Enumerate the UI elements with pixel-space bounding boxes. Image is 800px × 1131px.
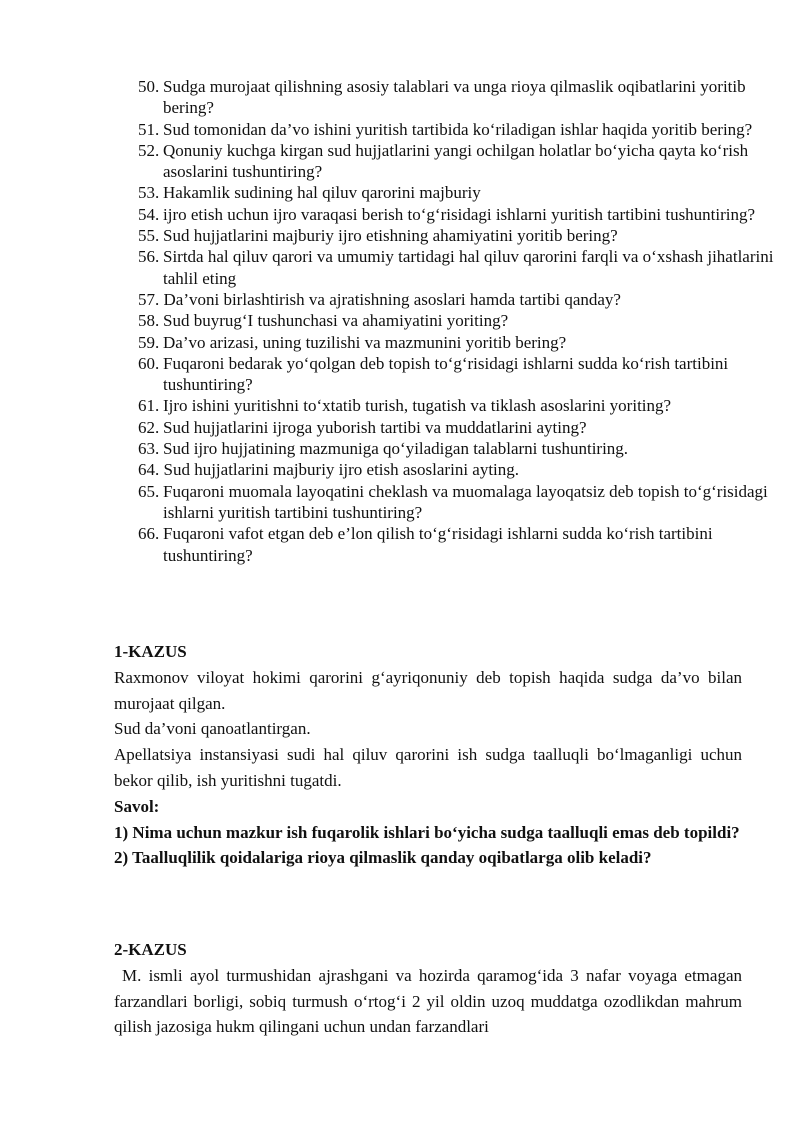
question-item	[138, 353, 778, 396]
case-1-paragraph-1: Raxmonov viloyat hokimi qarorini g‘ayriqonuniy deb topish haqida sudga da’vo bilan murojaat qilgan.	[114, 667, 742, 713]
question-number: 62.	[138, 417, 160, 437]
question-number: 54.	[138, 204, 160, 224]
case-1	[114, 639, 742, 871]
question-number: 52.	[138, 140, 160, 160]
case-2-heading: 2-KAZUS	[114, 940, 187, 959]
question-number: 56.	[138, 247, 160, 267]
question-item	[138, 332, 778, 353]
question-number: 50.	[138, 77, 160, 96]
question-text: Fuqaroni muomala layoqatini cheklash va muomalaga layoqatsiz deb topish to‘g‘risidagi ishlarni yuritish tartibini tushuntiring?	[163, 481, 768, 522]
question-text: Da’vo arizasi, uning tuzilishi va mazmunini yoritib bering?	[163, 332, 567, 352]
question-item	[138, 417, 778, 438]
question-number: 61.	[138, 396, 160, 416]
question-text: Da’voni birlashtirish va ajratishning asoslari hamda tartibi qanday?	[159, 289, 621, 309]
question-item	[138, 204, 778, 225]
question-number: 65.	[138, 481, 160, 501]
question-number: 64.	[138, 460, 160, 480]
question-number: 63.	[138, 439, 160, 459]
question-text: Sud hujjatlarini majburiy ijro etish asoslarini ayting.	[159, 460, 520, 480]
question-text: Sudga murojaat qilishning asosiy talablari va unga rioya qilmaslik oqibatlarini yoritib bering?	[163, 77, 746, 118]
question-text: Sud hujjatlarini majburiy ijro etishning ahamiyatini yoritib bering?	[163, 226, 618, 246]
case-1-heading: 1-KAZUS	[114, 642, 187, 661]
question-number: 57.	[138, 289, 160, 309]
case-1-question-1: 1) Nima uchun mazkur ish fuqarolik ishlari bo‘yicha sudga taalluqli emas deb topildi?	[114, 822, 740, 842]
case-1-question-label: Savol:	[114, 796, 160, 816]
question-number: 59.	[138, 332, 160, 352]
case-2	[114, 937, 742, 1040]
question-item	[138, 119, 778, 140]
case-1-question-2: 2) Taalluqlilik qoidalariga rioya qilmaslik qanday oqibatlarga olib keladi?	[114, 848, 652, 868]
question-item	[138, 76, 778, 119]
question-text: Fuqaroni vafot etgan deb e’lon qilish to‘g‘risidagi ishlarni sudda ko‘rish tartibini tushuntiring?	[163, 524, 713, 565]
case-1-paragraph-3: Apellatsiya instansiyasi sudi hal qiluv qarorini ish sudga taalluqli bo‘lmaganligi uchun bekor qilib, ish yuritishni tugatdi.	[114, 745, 742, 790]
question-text: Sirtda hal qiluv qarori va umumiy tartidagi hal qiluv qarorini farqli va o‘xshash jihatlarini tahlil eting	[163, 247, 774, 288]
question-list	[138, 76, 778, 566]
question-number: 60.	[138, 353, 160, 373]
question-text: Sud tomonidan da’vo ishini yuritish tartibida ko‘riladigan ishlar haqida yoritib bering?	[163, 119, 753, 139]
question-text: Hakamlik sudining hal qiluv qarorini majburiy	[163, 183, 481, 203]
question-text: ijro etish uchun ijro varaqasi berish to‘g‘risidagi ishlarni yuritish tartibini tushuntiring?	[163, 204, 756, 224]
question-text: Fuqaroni bedarak yo‘qolgan deb topish to‘g‘risidagi ishlarni sudda ko‘rish tartibini tushuntiring?	[163, 353, 729, 395]
question-item	[138, 182, 778, 203]
question-item	[138, 481, 778, 524]
question-item	[138, 246, 778, 289]
question-number: 51.	[138, 119, 160, 139]
question-item	[138, 438, 778, 459]
question-text: Qonuniy kuchga kirgan sud hujjatlarini yangi ochilgan holatlar bo‘yicha qayta ko‘rish asoslarini tushuntiring?	[163, 140, 749, 182]
question-item	[138, 395, 778, 416]
question-item	[138, 459, 778, 480]
question-item	[138, 310, 778, 331]
question-number: 58.	[138, 311, 160, 331]
question-item	[138, 225, 778, 246]
question-text: Sud buyrug‘I tushunchasi va ahamiyatini yoriting?	[163, 311, 509, 331]
question-text: Ijro ishini yuritishni to‘xtatib turish, tugatish va tiklash asoslarini yoriting?	[163, 396, 672, 416]
case-1-paragraph-2: Sud da’voni qanoatlantirgan.	[114, 719, 311, 739]
question-item	[138, 289, 778, 310]
question-number: 53.	[138, 183, 160, 203]
question-item	[138, 523, 778, 566]
question-text: Sud hujjatlarini ijroga yuborish tartibi va muddatlarini ayting?	[163, 417, 587, 437]
question-number: 55.	[138, 226, 160, 246]
case-2-paragraph-1: M. ismli ayol turmushidan ajrashgani va hozirda qaramog‘ida 3 nafar voyaga etmagan farzandlari borligi, sobiq turmush o‘rtog‘i 2 yil oldin uzoq muddatga ozodlikdan mahrum qilish jazosiga hukm qilingani uchun undan farzandlari	[114, 965, 742, 1037]
question-item	[138, 140, 778, 183]
question-text: Sud ijro hujjatining mazmuniga qo‘yiladigan talablarni tushuntiring.	[163, 439, 629, 459]
question-number: 66.	[138, 524, 160, 544]
